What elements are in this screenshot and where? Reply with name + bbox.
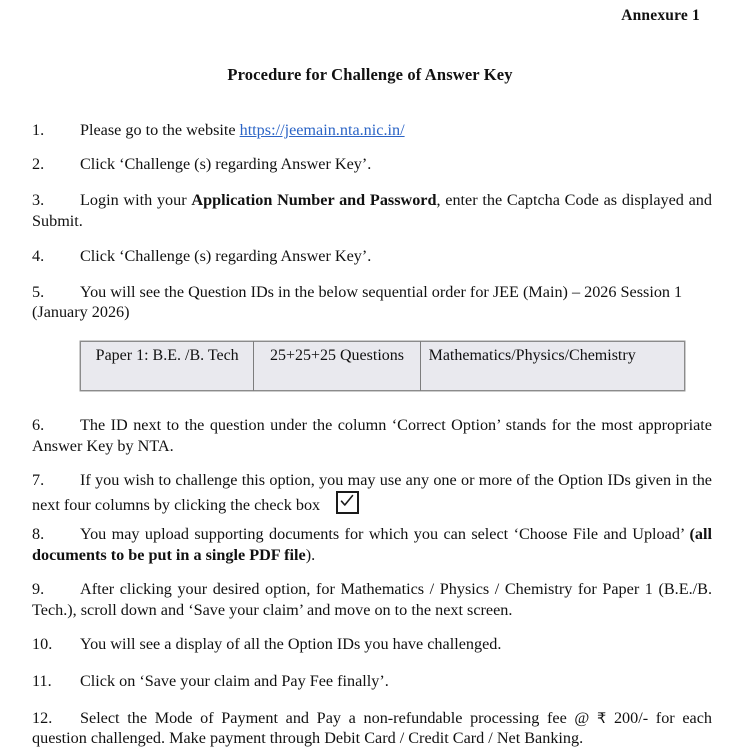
- step-text: Click ‘Challenge (s) regarding Answer Key’.: [80, 247, 372, 266]
- step-number: 7.: [32, 471, 45, 490]
- step-text-segment: You may upload supporting documents for which you can select ‘Choose File and Upload’: [80, 525, 690, 544]
- step-text: You will see a display of all the Option IDs you have challenged.: [80, 635, 502, 654]
- step-text: [80, 121, 405, 139]
- table-cell-questions: 25+25+25 Questions: [254, 341, 420, 390]
- step-text: Click on ‘Save your claim and Pay Fee finally’.: [80, 672, 389, 690]
- page-title: Procedure for Challenge of Answer Key: [227, 65, 513, 84]
- step-number: 3.: [32, 191, 45, 210]
- list-item: [32, 708, 712, 749]
- step-number: 9.: [32, 580, 45, 599]
- step-text: You will see the Question IDs in the below sequential order for JEE (Main) – 2026 Session 1 (January 2026): [32, 282, 683, 322]
- list-item: [32, 120, 712, 141]
- step-text-segment: Login with your: [80, 191, 192, 210]
- jeemain-website-link[interactable]: https://jeemain.nta.nic.in/: [239, 121, 405, 139]
- step-text: [32, 191, 712, 230]
- list-item: [32, 190, 712, 231]
- step-number: 8.: [32, 525, 45, 544]
- table-cell-subjects: Mathematics/Physics/Chemistry: [420, 341, 684, 390]
- answer-key-table: [80, 341, 685, 391]
- step-number: 2.: [32, 154, 45, 173]
- list-item: [32, 579, 712, 620]
- annexure-label: Annexure 1: [621, 7, 700, 24]
- step-number: 5.: [32, 282, 45, 301]
- step-number: 4.: [32, 247, 45, 266]
- step-text: [32, 525, 712, 564]
- step-text: [32, 709, 712, 748]
- step-text: The ID next to the question under the column ‘Correct Option’ stands for the most appropriate Answer Key by NTA.: [32, 415, 712, 455]
- list-item: [32, 470, 712, 515]
- step-text: If you wish to challenge this option, you may use any one or more of the Option IDs given in the next four columns by clicking the check box: [32, 471, 712, 514]
- step-number: 6.: [32, 415, 45, 434]
- step-text-segment: , enter the Captcha Code as displayed and Submit.: [32, 191, 712, 230]
- step-text-emphasis: (all documents to be put in a single PDF file: [32, 525, 712, 564]
- table-row: [81, 341, 685, 390]
- list-item: [32, 415, 712, 456]
- rupee-symbol: ₹: [597, 710, 607, 727]
- checkbox-checked[interactable]: [336, 491, 359, 514]
- table-cell-paper: Paper 1: B.E. /B. Tech: [81, 341, 254, 390]
- step-text-emphasis: Application Number and Password: [191, 191, 437, 210]
- list-item: [32, 524, 712, 565]
- step-text: Click ‘Challenge (s) regarding Answer Key’.: [80, 154, 372, 173]
- step-text-segment: Please go to the website: [80, 121, 240, 139]
- step-text: After clicking your desired option, for Mathematics / Physics / Chemistry for Paper 1 (B.E./B. Tech.), scroll down and ‘Save your claim’ and move on to the next screen.: [32, 580, 712, 619]
- procedure-steps-list: [32, 120, 712, 749]
- step-text-segment: ).: [305, 545, 316, 564]
- step-text-segment: Select the Mode of Payment and Pay a non-refundable processing fee @: [80, 708, 598, 727]
- step-number: 1.: [32, 121, 45, 139]
- answer-key-table-wrapper: [80, 341, 685, 391]
- step-text-segment: 200/- for each question challenged. Make payment through Debit Card / Credit Card / Net Banking.: [32, 708, 713, 748]
- step-number: 11.: [32, 672, 52, 690]
- list-item: [32, 154, 712, 175]
- step-number: 10.: [32, 635, 53, 654]
- step-number: 12.: [32, 708, 53, 727]
- check-mark-icon: [340, 494, 354, 508]
- list-item: [32, 671, 712, 692]
- list-item: [32, 246, 712, 267]
- list-item: [32, 634, 712, 655]
- list-item: [32, 282, 712, 323]
